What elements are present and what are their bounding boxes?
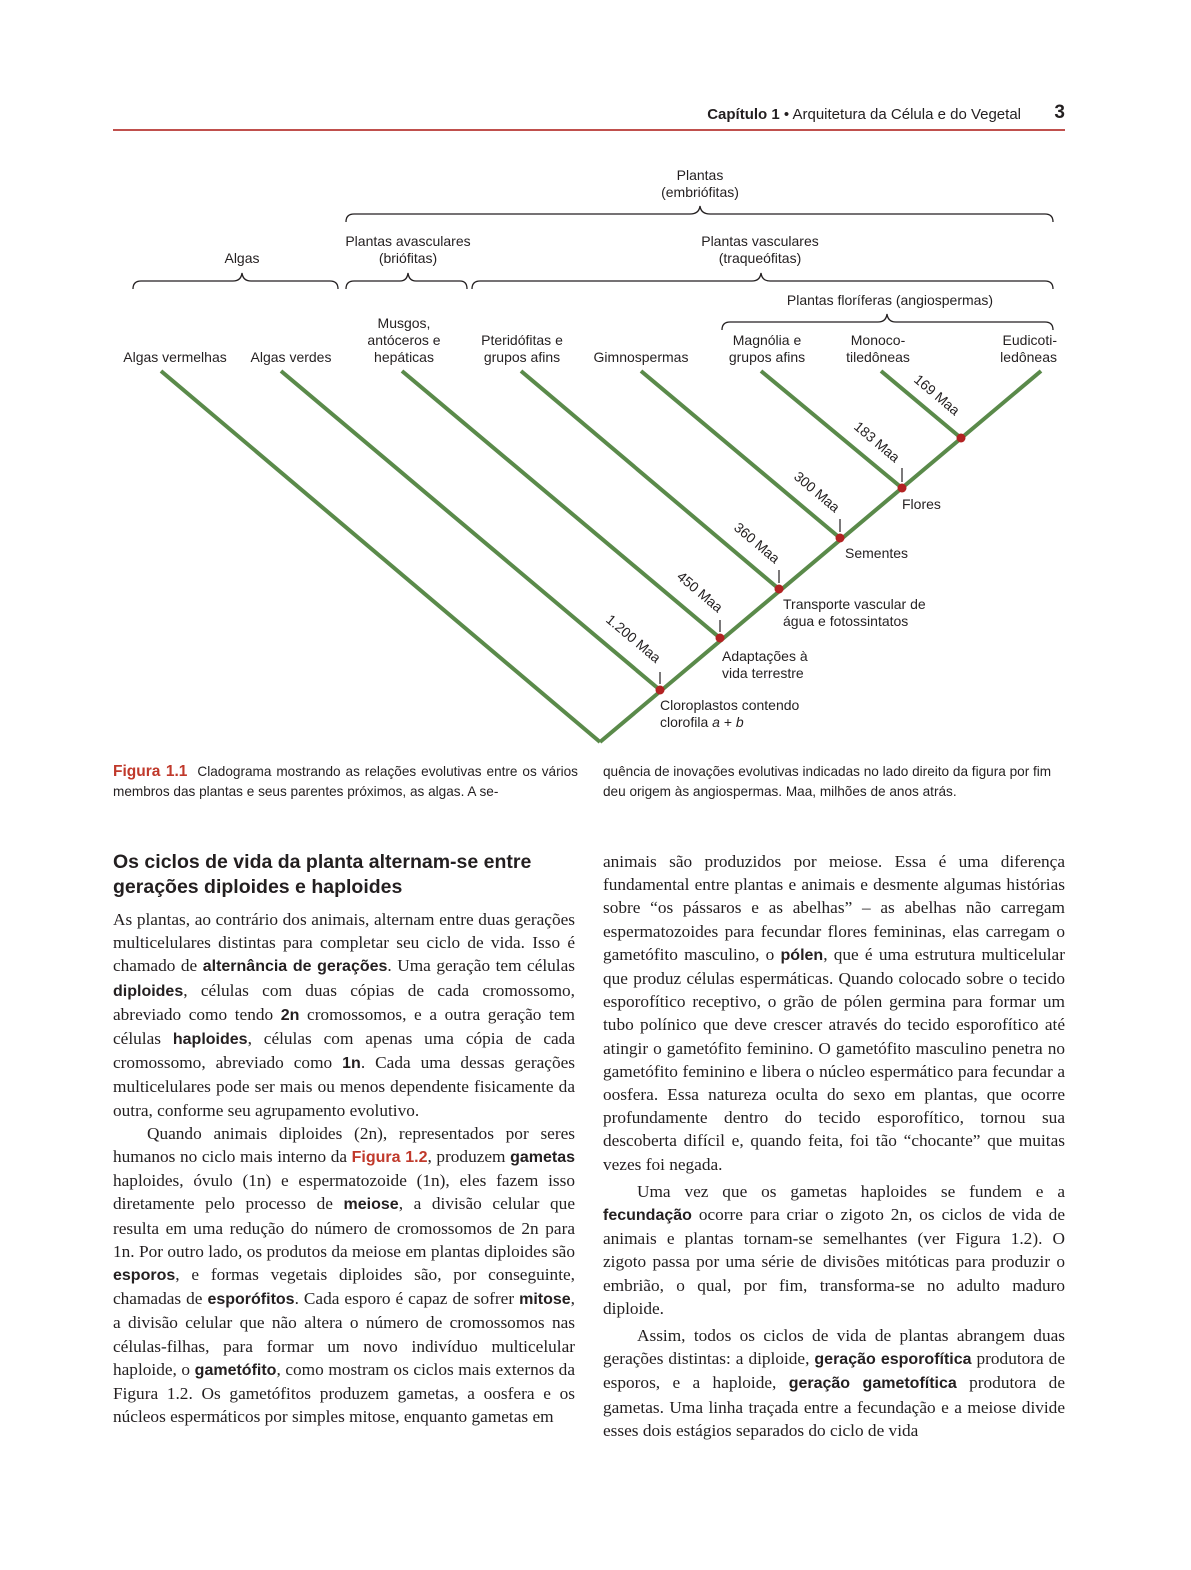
text-run: , e formas vegetais diploides são, por conseguinte, chamadas de	[113, 1265, 575, 1309]
taxon-monocotiledoneas-line1: Monoco-	[850, 332, 906, 348]
keyword-alternancia: alternância de gerações	[202, 958, 388, 976]
age-450: 450 Maa	[674, 568, 727, 616]
group-vasculares-line1: Plantas vasculares	[701, 233, 819, 249]
caption-text-left: Cladograma mostrando as relações evolutivas entre os vários membros das plantas e seus parentes próximos, as algas. A se-	[113, 764, 578, 799]
text-run: , como mostram os ciclos mais externos da Figura 1.2. Os gametófitos produzem gametas, a oosfera e os núcleos espermáticos por simples mitose, enquanto gametas em	[113, 1359, 575, 1427]
text-run: . Cada esporo é capaz de sofrer	[294, 1289, 520, 1309]
age-360: 360 Maa	[731, 519, 784, 567]
brace-avasculares	[346, 273, 467, 289]
text-run: , células com duas cópias de cada cromossomo, abreviado como tendo	[113, 980, 575, 1024]
group-floriferas: Plantas floríferas (angiospermas)	[786, 292, 994, 308]
group-avasculares-line2: (briófitas)	[378, 250, 438, 266]
branch-musgos	[402, 371, 720, 638]
keyword-gametas: gametas	[510, 1149, 576, 1167]
keyword-diploides: diploides	[113, 982, 184, 1000]
taxon-algas-vermelhas: Algas vermelhas	[123, 349, 227, 365]
age-1200: 1.200 Maa	[603, 611, 665, 666]
left-paragraph-2	[113, 1122, 575, 1429]
text-run: animais são produzidos por meiose. Essa é uma diferença fundamental entre plantas e animais e desmente algumas histórias sobre “os pássaros e as abelhas” – as abelhas não carregam espermatozoides para fecundar flores femininas, elas carregam o gametófito masculino, o	[603, 852, 1065, 964]
chapter-title: Arquitetura da Célula e do Vegetal	[792, 106, 1021, 123]
keyword-mitose: mitose	[519, 1291, 571, 1309]
text-run: Assim, todos os ciclos de vida de plantas abrangem duas gerações distintas: a diploide,	[603, 1326, 1065, 1369]
keyword-polen: pólen	[780, 946, 824, 964]
text-run: , produzem	[427, 1147, 511, 1167]
node-360	[775, 585, 784, 594]
age-169: 169 Maa	[911, 371, 964, 419]
node-450	[716, 634, 725, 643]
brace-vasculares	[472, 273, 1053, 289]
chapter-label: Capítulo 1	[707, 106, 780, 123]
right-paragraph-3	[603, 1324, 1065, 1442]
keyword-geracao-gametofitica: geração gametofítica	[788, 1375, 957, 1393]
text-run: , a divisão celular que resulta em uma redução do número de cromossomos de 2n para 1n. Por outro lado, os produtos da meiose em plantas diploides são	[113, 1194, 575, 1261]
node-300	[836, 534, 845, 543]
keyword-haploides: haploides	[172, 1031, 248, 1049]
branch-gimnospermas	[641, 371, 840, 538]
keyword-2n: 2n	[280, 1006, 300, 1024]
right-paragraph-2	[603, 1180, 1065, 1320]
event-sementes: Sementes	[845, 545, 909, 561]
taxon-magnolia-line1: Magnólia e	[732, 332, 802, 348]
text-run: , que é uma estrutura multicelular que produz células espermáticas. Quando colocado sobre o tecido esporofítico receptivo, o grão de pólen germina para formar um tubo polínico que deve crescer através do tecido esporofítico até atingir o gametófito feminino. O gametófito masculino penetra no gametófito feminino e libera o núcleo espermático para fecundar a oosfera. Essa natureza oculta do sexo em plantas, que ocorre profundamente dentro do tecido esporofítico, tornou sua descoberta difícil e, quando feita, foi tão “chocante” que muitas vezes foi negada.	[603, 944, 1065, 1174]
event-flores: Flores	[902, 496, 941, 512]
age-300: 300 Maa	[791, 468, 844, 516]
event-adaptacoes-line1: Adaptações à	[722, 648, 808, 664]
taxon-algas-verdes: Algas verdes	[250, 349, 332, 365]
keyword-geracao-esporofitica: geração esporofítica	[814, 1351, 972, 1369]
brace-floriferas	[722, 314, 1053, 330]
text-run: . Cada uma dessas gerações multicelulares pode ser mais ou menos dependente fisicamente da outra, conforme seu agrupamento evolutivo.	[113, 1053, 575, 1120]
text-run: produtora de gametas. Uma linha traçada entre a fecundação e a meiose divide esses dois estágios separados do ciclo de vida	[603, 1373, 1065, 1440]
taxon-musgos-line1: Musgos,	[377, 315, 431, 331]
taxon-gimnospermas: Gimnospermas	[593, 349, 689, 365]
taxon-pteridofitas-line1: Pteridófitas e	[481, 332, 563, 348]
taxon-musgos-line3: hepáticas	[374, 349, 434, 365]
left-column	[113, 850, 575, 1428]
page-number: 3	[1054, 102, 1065, 123]
keyword-esporofitos: esporófitos	[207, 1291, 295, 1309]
taxon-magnolia-line2: grupos afins	[728, 349, 806, 365]
group-plantas-line1: Plantas	[676, 167, 724, 183]
text-run: , a divisão celular que não altera o número de cromossomos nas células-filhas, para formar um novo indivíduo multicelular haploide, o	[113, 1289, 575, 1379]
event-adaptacoes-line2: vida terrestre	[722, 665, 804, 681]
cladogram-figure	[0, 0, 1191, 760]
event-cloroplastos-line1: Cloroplastos contendo	[660, 697, 800, 713]
text-run: As plantas, ao contrário dos animais, alternam entre duas gerações multicelulares distintas para completar seu ciclo de vida. Isso é chamado de	[113, 910, 575, 976]
text-run: . Uma geração tem células	[387, 956, 575, 976]
keyword-gametofito: gametófito	[194, 1361, 277, 1379]
taxon-eudicotiledoneas-line1: Eudicoti-	[1002, 332, 1057, 348]
branch-algas-vermelhas	[161, 371, 600, 742]
left-paragraph-1	[113, 908, 575, 1122]
taxon-monocotiledoneas-line2: tiledôneas	[846, 349, 910, 365]
brace-algas	[133, 273, 338, 289]
figure-reference[interactable]: Figura 1.2	[351, 1149, 428, 1167]
group-plantas-line2: (embriófitas)	[661, 184, 739, 200]
figure-label: Figura 1.1	[113, 763, 188, 780]
text-run: , células com apenas uma cópia de cada cromossomo, abreviado como	[113, 1029, 575, 1073]
age-183: 183 Maa	[851, 418, 904, 466]
text-run: cromossomos, e a outra geração tem células	[113, 1004, 575, 1049]
taxon-musgos-line2: antóceros e	[367, 332, 441, 348]
taxon-pteridofitas-line2: grupos afins	[483, 349, 561, 365]
text-run: ocorre para criar o zigoto 2n, os ciclos de vida de animais e plantas tornam-se semelhantes (ver Figura 1.2). O zigoto passa por uma série de divisões mitóticas para produzir o embrião, o qual, por fim, transforma-se no adulto maduro diploide.	[603, 1205, 1065, 1318]
figure-caption-right: quência de inovações evolutivas indicadas no lado direito da figura por fim deu origem às angiospermas. Maa, milhões de anos atrás.	[603, 764, 1052, 799]
branch-pteridofitas	[521, 371, 779, 589]
right-column	[603, 850, 1065, 1442]
text-run: haploides, óvulo (1n) e espermatozoide (1n), eles fazem isso diretamente pelo processo de	[113, 1171, 575, 1214]
branch-trunk	[600, 371, 1041, 742]
section-title: Os ciclos de vida da planta alternam-se entre gerações diploides e haploides	[113, 851, 532, 898]
text-run: Uma vez que os gametas haploides se fundem e a	[637, 1181, 1065, 1201]
header-separator: •	[783, 106, 790, 123]
group-avasculares-line1: Plantas avasculares	[345, 233, 471, 249]
event-cloroplastos-line2: clorofila a + b	[660, 714, 744, 730]
right-paragraph-1	[603, 850, 1065, 1176]
event-transporte-line1: Transporte vascular de	[783, 596, 926, 612]
branch-algas-verdes	[281, 371, 660, 690]
group-vasculares-line2: (traqueófitas)	[718, 250, 802, 266]
group-algas: Algas	[224, 250, 260, 266]
keyword-fecundacao: fecundação	[603, 1207, 692, 1225]
figure-caption-left	[113, 762, 578, 802]
branch-magnolia	[761, 371, 902, 488]
taxon-eudicotiledoneas-line2: ledôneas	[1000, 349, 1057, 365]
node-169	[957, 434, 966, 443]
event-transporte-line2: água e fotossintatos	[783, 613, 909, 629]
keyword-meiose: meiose	[343, 1196, 399, 1214]
keyword-esporos: esporos	[113, 1267, 176, 1285]
text-run: Quando animais diploides (2n), representados por seres humanos no ciclo mais interno da	[113, 1123, 575, 1167]
brace-plantas	[346, 206, 1053, 222]
node-183	[898, 484, 907, 493]
text-run: produtora de esporos, e a haploide,	[603, 1349, 1065, 1393]
node-1200	[656, 686, 665, 695]
keyword-1n: 1n	[342, 1055, 361, 1073]
